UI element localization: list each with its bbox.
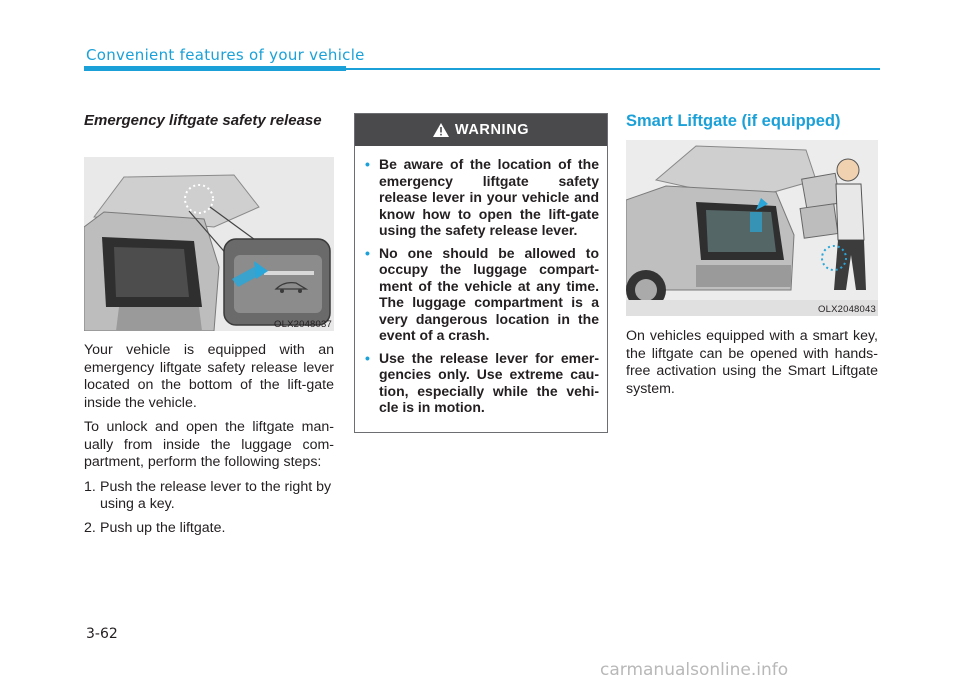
smart-liftgate-illustration xyxy=(626,140,878,316)
warning-triangle-icon xyxy=(433,123,449,137)
step-number: 2. xyxy=(84,519,96,536)
left-heading-block xyxy=(84,112,334,129)
step-item xyxy=(84,520,334,538)
warning-box xyxy=(354,113,608,433)
liftgate-release-illustration xyxy=(84,157,334,331)
liftgate-release-drawing xyxy=(84,157,334,331)
right-body xyxy=(626,328,878,405)
step-text: Push the release lever to the right by using a key. xyxy=(100,478,332,512)
warning-header xyxy=(355,114,607,146)
figure-code-left: OLX2048037 xyxy=(274,319,332,330)
warning-title: WARNING xyxy=(454,122,530,138)
header-rule-thick xyxy=(84,66,346,71)
bullet-icon: • xyxy=(365,244,370,261)
warning-item xyxy=(365,245,599,344)
smart-liftgate-drawing xyxy=(626,140,878,316)
bullet-icon: • xyxy=(365,349,370,366)
smart-liftgate-heading: Smart Liftgate (if equipped) xyxy=(626,112,841,130)
figure-code-right: OLX2048043 xyxy=(818,304,876,315)
warning-text: Use the release lever for emer-gencies only. Use extreme cau-tion, especially while the vehi-cle is in motion. xyxy=(379,349,599,415)
warning-item xyxy=(365,156,599,239)
left-body xyxy=(84,342,334,543)
page-number: 3-62 xyxy=(86,626,118,642)
warning-list xyxy=(355,146,607,416)
header-rule-thin xyxy=(346,68,880,70)
emergency-release-heading: Emergency liftgate safety release xyxy=(84,112,322,129)
warning-text: Be aware of the location of the emergency liftgate safety release lever in your vehicle and know how to open the lift-gate using the safety release lever. xyxy=(379,156,599,238)
left-paragraph-1: Your vehicle is equipped with an emergency liftgate safety release lever located on the bottom of the lift-gate inside the vehicle. xyxy=(84,342,334,411)
bullet-icon: • xyxy=(365,156,370,172)
warning-text: No one should be allowed to occupy the luggage compart-ment of the vehicle at any time. The luggage compartment is a very dangerous location in the event of a crash. xyxy=(379,244,599,343)
watermark: carmanualsonline.info xyxy=(600,660,789,680)
right-paragraph-1: On vehicles equipped with a smart key, the liftgate can be opened with hands-free activation using the Smart Liftgate system. xyxy=(626,328,878,397)
section-title: Convenient features of your vehicle xyxy=(86,46,365,64)
warning-item xyxy=(365,350,599,416)
left-paragraph-2: To unlock and open the liftgate man-ually from inside the luggage com-partment, perform the following steps: xyxy=(84,419,334,470)
steps-list xyxy=(84,479,334,538)
step-text: Push up the liftgate. xyxy=(100,519,226,536)
step-number: 1. xyxy=(84,478,96,495)
step-item xyxy=(84,479,334,514)
